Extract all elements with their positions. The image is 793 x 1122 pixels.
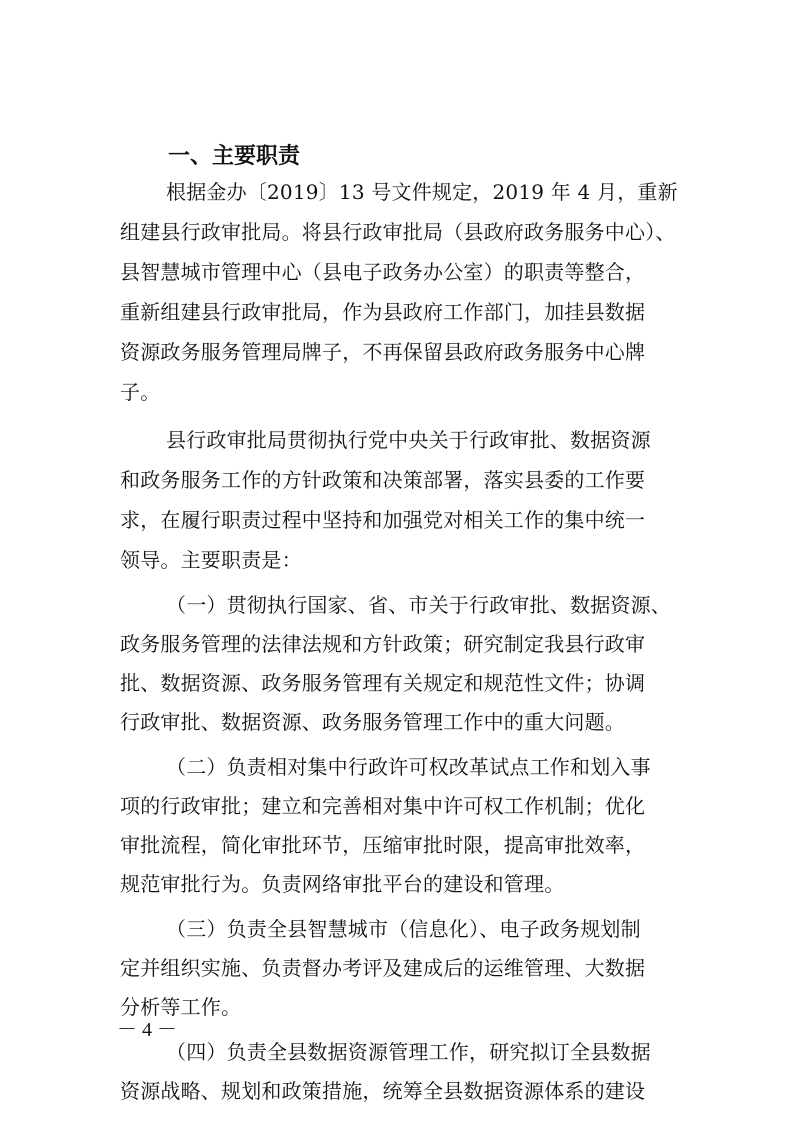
paragraph-line: 项的行政审批；建立和完善相对集中许可权工作机制；优化 <box>120 794 646 818</box>
paragraph-line: （三）负责全县智慧城市（信息化）、电子政务规划制 <box>166 917 641 941</box>
paragraph-line: 资源政务服务管理局牌子，不再保留县政府政务服务中心牌 <box>120 340 646 364</box>
paragraph-line: 组建县行政审批局。将县行政审批局（县政府政务服务中心）、 <box>120 220 676 244</box>
page-number: － 4 － <box>117 1019 177 1041</box>
paragraph-line: 政务服务管理的法律法规和方针政策；研究制定我县行政审 <box>120 632 646 656</box>
paragraph-line: （一）贯彻执行国家、省、市关于行政审批、数据资源、 <box>166 593 671 617</box>
paragraph-line: 定并组织实施、负责督办考评及建成后的运维管理、大数据 <box>120 956 646 980</box>
paragraph-line: 资源战略、规划和政策措施，统筹全县数据资源体系的建设 <box>120 1079 646 1103</box>
paragraph-line: 审批流程，简化审批环节，压缩审批时限，提高审批效率， <box>120 833 646 857</box>
paragraph-line: 根据金办〔2019〕13 号文件规定，2019 年 4 月，重新 <box>166 180 678 204</box>
paragraph-line: 县行政审批局贯彻执行党中央关于行政审批、数据资源 <box>166 428 651 452</box>
paragraph-line: （二）负责相对集中行政许可权改革试点工作和划入事 <box>166 755 651 779</box>
paragraph-line: 和政务服务工作的方针政策和决策部署，落实县委的工作要 <box>120 468 646 492</box>
paragraph-line: 县智慧城市管理中心（县电子政务办公室）的职责等整合， <box>120 260 646 284</box>
paragraph-line: 批、数据资源、政务服务管理有关规定和规范性文件；协调 <box>120 671 646 695</box>
section-heading: 一、主要职责 <box>168 144 301 169</box>
paragraph-line: 规范审批行为。负责网络审批平台的建设和管理。 <box>120 872 565 896</box>
paragraph-line: 领导。主要职责是： <box>120 548 302 572</box>
paragraph-line: 子。 <box>120 380 161 404</box>
paragraph-line: 重新组建县行政审批局，作为县政府工作部门，加挂县数据 <box>120 300 646 324</box>
paragraph-line: 分析等工作。 <box>120 995 242 1019</box>
paragraph-line: 求，在履行职责过程中坚持和加强党对相关工作的集中统一 <box>120 508 646 532</box>
paragraph-line: （四）负责全县数据资源管理工作，研究拟订全县数据 <box>166 1040 651 1064</box>
paragraph-line: 行政审批、数据资源、政务服务管理工作中的重大问题。 <box>120 710 625 734</box>
